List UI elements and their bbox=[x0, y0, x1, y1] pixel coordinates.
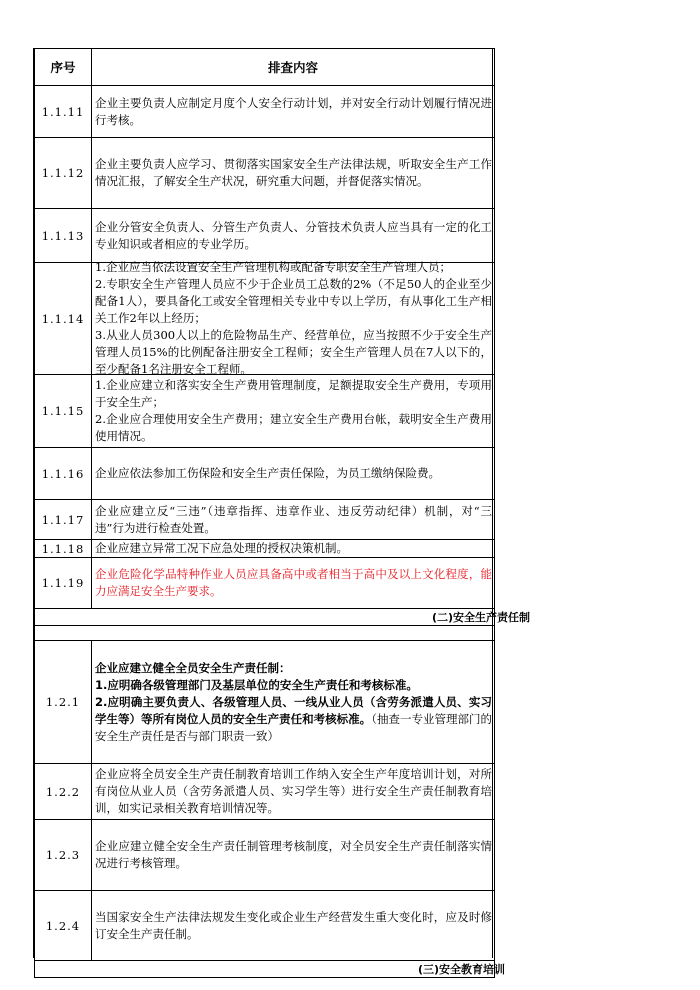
table-row bbox=[35, 500, 495, 540]
section-title: (三)安全教育培训 bbox=[418, 963, 506, 976]
row-content bbox=[92, 375, 495, 448]
row-number: 1.1.19 bbox=[35, 558, 92, 609]
row-item: 2.专职安全生产管理人员应不少于企业员工总数的2%（不足50人的企业至少配备1人），要具备化工或安全管理相关专业中专以上学历，有从事化工生产相关工作2年以上经历； bbox=[95, 277, 492, 325]
row-number: 1.1.13 bbox=[35, 209, 92, 263]
row-content: 企业危险化学品特种作业人员应具备高中或者相当于高中及以上文化程度，能力应满足安全生产要求。 bbox=[92, 558, 495, 609]
row-content: 企业应建立反“三违”（违章指挥、违章作业、违反劳动纪律）机制，对“三违”行为进行检查处置。 bbox=[92, 500, 495, 540]
row-content: 企业应依法参加工伤保险和安全生产责任保险，为员工缴纳保险费。 bbox=[92, 448, 495, 500]
row-item: 1.企业应建立和落实安全生产费用管理制度，足额提取安全生产费用，专项用于安全生产； bbox=[95, 378, 492, 409]
table-row bbox=[35, 375, 495, 448]
row-content bbox=[92, 260, 495, 376]
section-title: (二)安全生产责任制 bbox=[432, 611, 531, 624]
row-number: 1.2.1 bbox=[35, 641, 92, 764]
row-number: 1.1.15 bbox=[35, 375, 92, 448]
row-content: 企业应将全员安全生产责任制教育培训工作纳入安全生产年度培训计划，对所有岗位从业人员（含劳务派遣人员、实习学生等）进行安全生产责任制教育培训，如实记录相关教育培训情况等。 bbox=[92, 764, 495, 820]
table-row bbox=[35, 86, 495, 138]
row-content: 当国家安全生产法律法规发生变化或企业生产经营发生重大变化时，应及时修订安全生产责任制。 bbox=[92, 891, 495, 961]
row-item-main: 2.应明确主要负责人、各级管理人员、一线从业人员（含劳务派遣人员、实习学生等）等所有岗位人员的安全生产责任和考核标准。 bbox=[95, 694, 492, 726]
row-number: 1.2.3 bbox=[35, 820, 92, 891]
table-row bbox=[35, 764, 495, 820]
section-header-2 bbox=[35, 609, 495, 626]
row-number: 1.1.17 bbox=[35, 500, 92, 540]
row-content: 企业应建立健全安全生产责任制管理考核制度，对全员安全生产责任制落实情况进行考核管理。 bbox=[92, 820, 495, 891]
row-item: 2.企业应合理使用安全生产费用；建立安全生产费用台帐，载明安全生产费用使用情况。 bbox=[95, 412, 492, 443]
row-content: 企业分管安全负责人、分管生产负责人、分管技术负责人应当具有一定的化工专业知识或者相应的专业学历。 bbox=[92, 209, 495, 263]
table-row bbox=[35, 448, 495, 500]
row-number: 1.1.16 bbox=[35, 448, 92, 500]
row-item-note: （抽查一专业管理部门的安全生产责任是否与部门职责一致） bbox=[95, 711, 493, 743]
checklist-sheet bbox=[33, 48, 531, 976]
row-number: 1.1.11 bbox=[35, 86, 92, 138]
table-row bbox=[35, 558, 495, 609]
row-item bbox=[95, 694, 492, 745]
row-intro: 企业应建立健全全员安全生产责任制： bbox=[95, 660, 291, 675]
table-row bbox=[35, 263, 495, 375]
row-number: 1.2.4 bbox=[35, 891, 92, 961]
row-content: 企业应建立异常工况下应急处理的授权决策机制。 bbox=[92, 540, 495, 558]
row-item: 3.从业人员300人以上的危险物品生产、经营单位，应当按照不少于安全生产管理人员15%的比例配备注册安全工程师；安全生产管理人员在7人以下的，至少配备1名注册安全工程师。 bbox=[95, 328, 492, 376]
table-row bbox=[35, 138, 495, 209]
table-row bbox=[35, 891, 495, 961]
row-number: 1.1.12 bbox=[35, 138, 92, 209]
table-row bbox=[35, 820, 495, 891]
row-number: 1.2.2 bbox=[35, 764, 92, 820]
row-content: 企业主要负责人应制定月度个人安全行动计划，并对安全行动计划履行情况进行考核。 bbox=[92, 86, 495, 138]
table-row bbox=[35, 641, 495, 764]
inspection-table bbox=[34, 48, 531, 978]
table-row bbox=[35, 540, 495, 558]
header-row bbox=[35, 49, 495, 86]
section-header-3 bbox=[35, 961, 495, 978]
row-content bbox=[92, 641, 495, 764]
row-number: 1.1.18 bbox=[35, 540, 92, 558]
row-item: 1.应明确各级管理部门及基层单位的安全生产责任和考核标准。 bbox=[95, 677, 418, 692]
row-content: 企业主要负责人应学习、贯彻落实国家安全生产法律法规，听取安全生产工作情况汇报，了解安全生产状况，研究重大问题，并督促落实情况。 bbox=[92, 138, 495, 209]
col-header-num: 序号 bbox=[35, 49, 92, 86]
row-number: 1.1.14 bbox=[35, 263, 92, 375]
row-item: 1.企业应当依法设置安全生产管理机构或配备专职安全生产管理人员； bbox=[95, 260, 451, 274]
table-row bbox=[35, 209, 495, 263]
section-spacer bbox=[35, 626, 495, 641]
col-header-content: 排查内容 bbox=[92, 49, 495, 86]
